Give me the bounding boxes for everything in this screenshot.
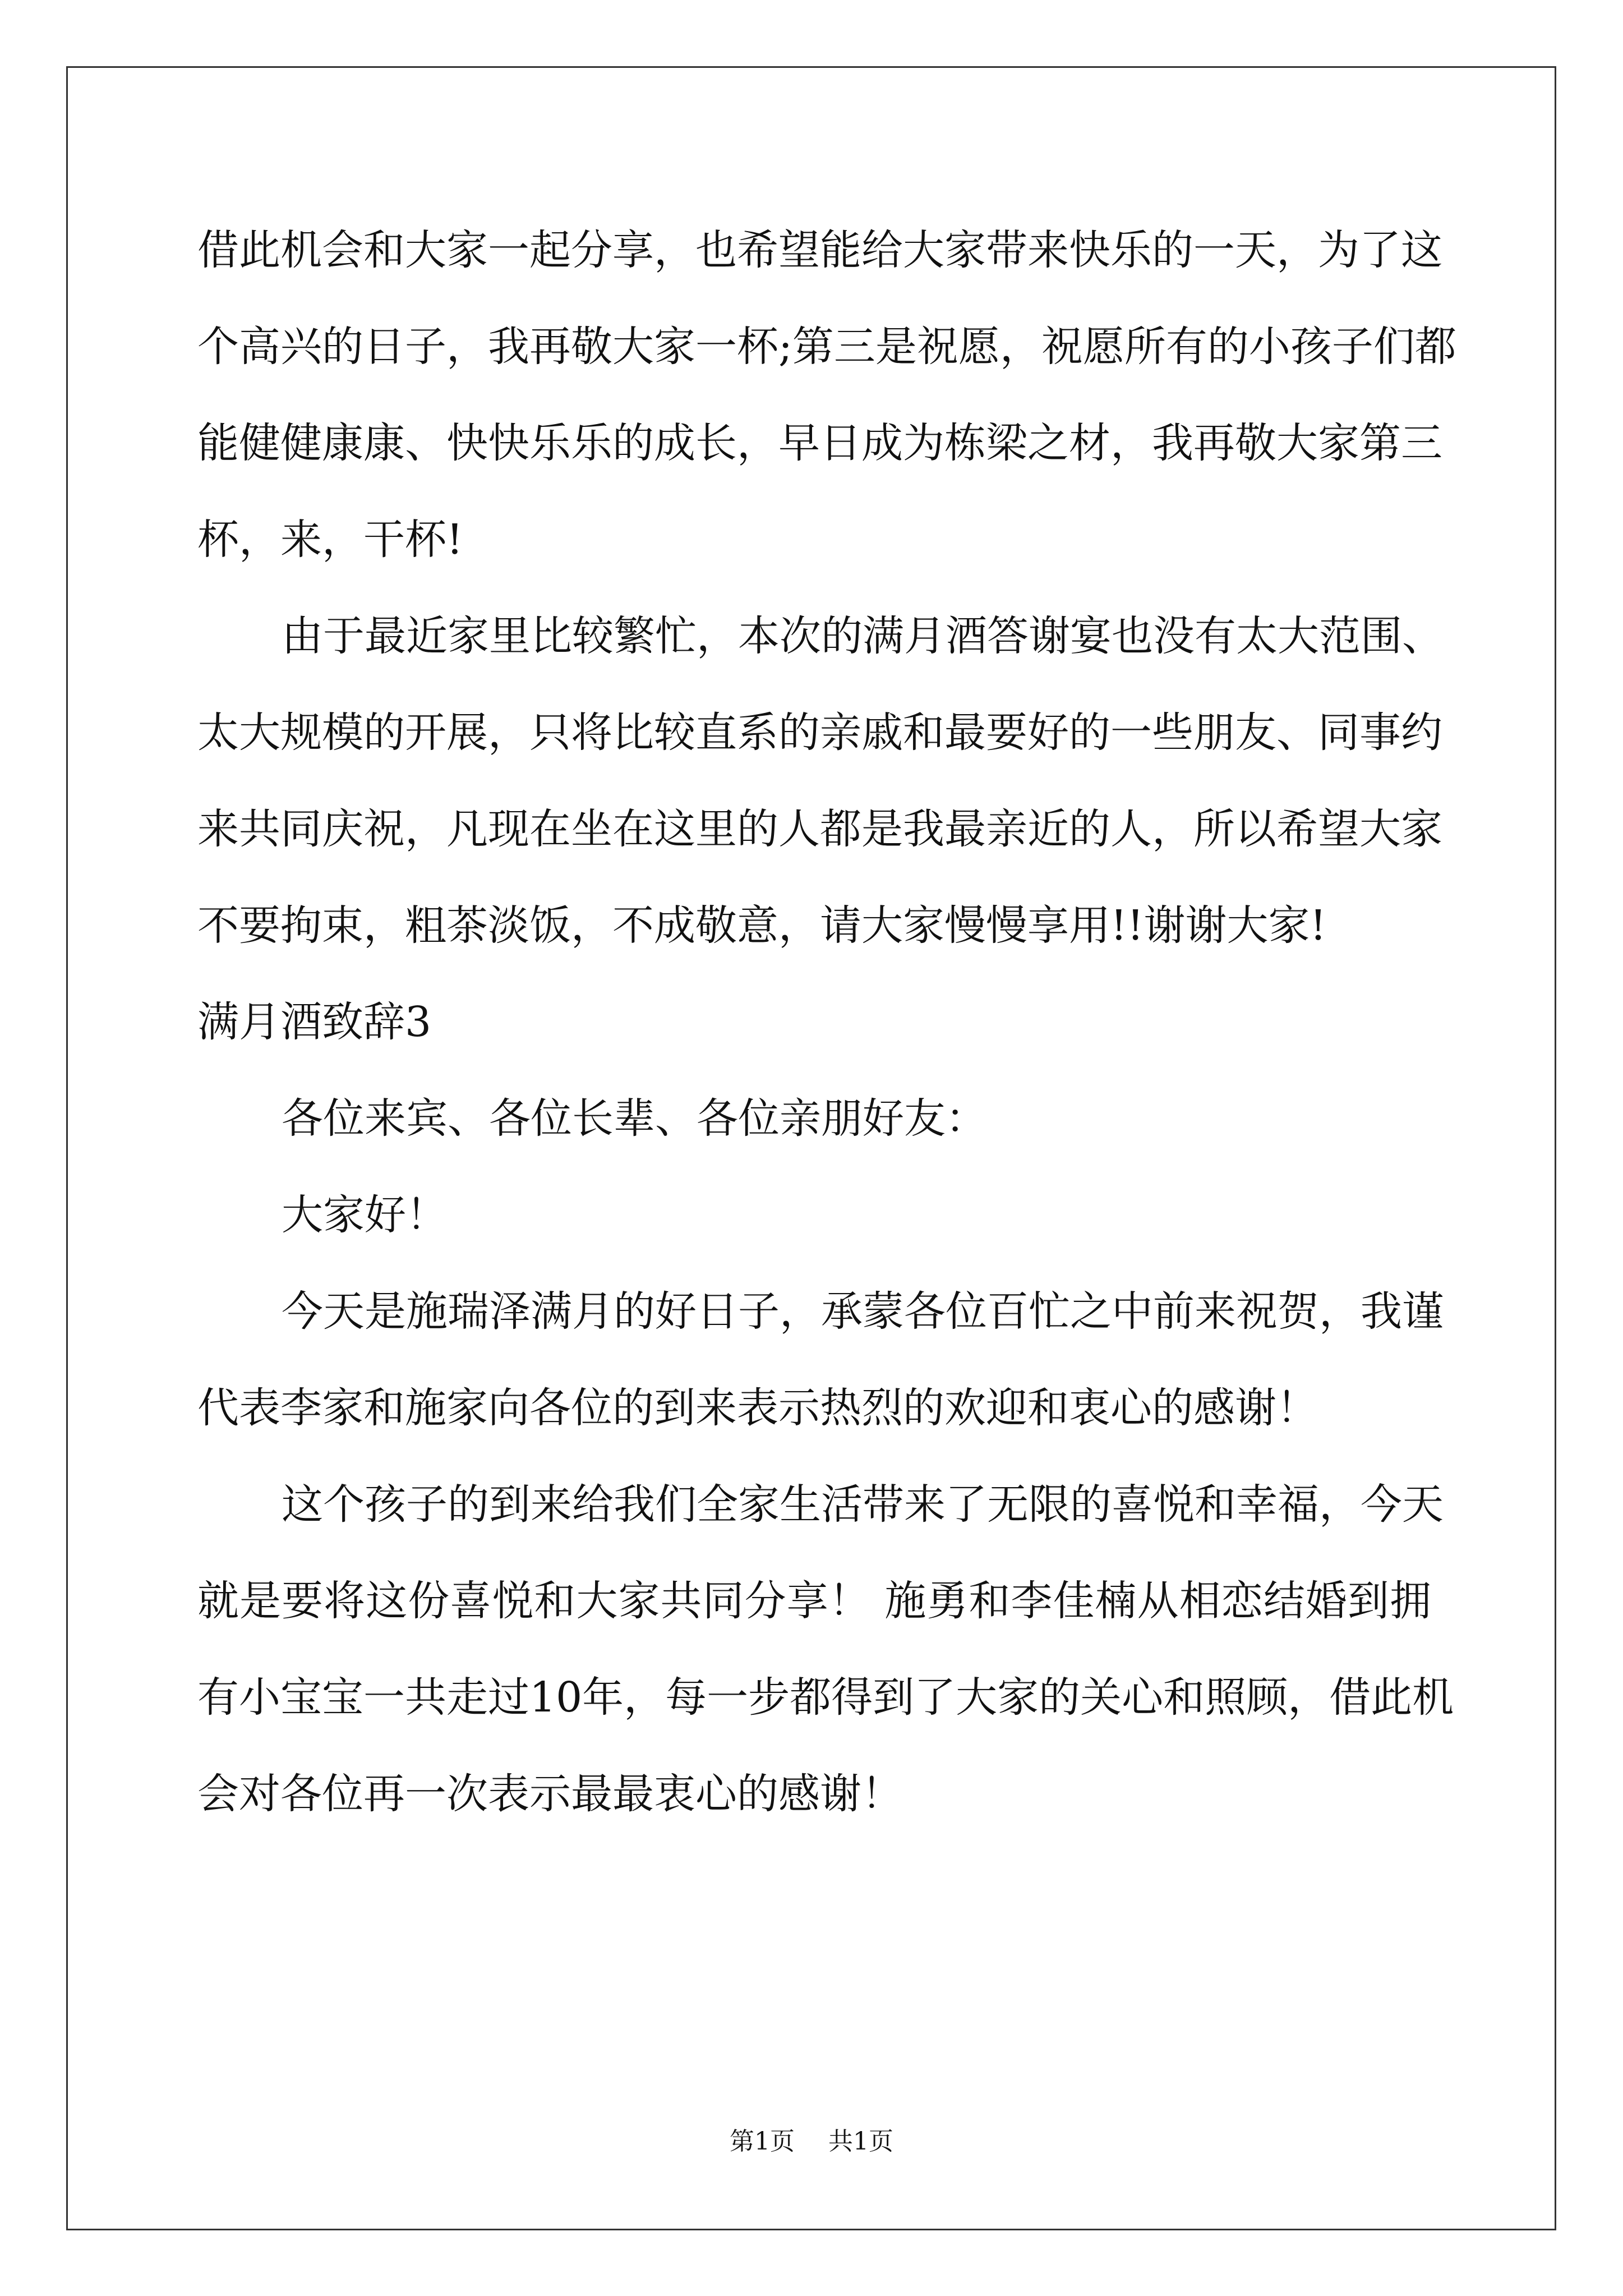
section-heading: 满月酒致辞3 (197, 998, 432, 1046)
paragraph-line: 这个孩子的到来给我们全家生活带来了无限的喜悦和幸福，今天 (282, 1480, 1444, 1529)
paragraph-line: 会对各位再一次表示最最衷心的感谢！ (197, 1770, 903, 1818)
paragraph-line: 今天是施瑞泽满月的好日子，承蒙各位百忙之中前来祝贺，我谨 (282, 1287, 1444, 1336)
page-number: 第1页 (730, 2127, 795, 2156)
paragraph-line: 杯，来，干杯! (197, 516, 463, 564)
document-body (197, 202, 1456, 1842)
paragraph-line: 能健健康康、快快乐乐的成长，早日成为栋梁之材，我再敬大家第三 (197, 419, 1442, 467)
page-footer (0, 2125, 1623, 2159)
paragraph-line: 个高兴的日子，我再敬大家一杯;第三是祝愿，祝愿所有的小孩子们都 (197, 323, 1456, 371)
paragraph-line: 代表李家和施家向各位的到来表示热烈的欢迎和衷心的感谢！ (197, 1384, 1318, 1432)
greeting-line: 大家好！ (282, 1191, 448, 1239)
salutation-line: 各位来宾、各位长辈、各位亲朋好友： (282, 1094, 987, 1143)
paragraph-line: 借此机会和大家一起分享，也希望能给大家带来快乐的一天，为了这 (197, 226, 1442, 274)
paragraph-line: 太大规模的开展，只将比较直系的亲戚和最要好的一些朋友、同事约 (197, 708, 1442, 757)
paragraph-line: 有小宝宝一共走过10年，每一步都得到了大家的关心和照顾，借此机 (197, 1673, 1454, 1722)
paragraph-line: 由于最近家里比较繁忙，本次的满月酒答谢宴也没有太大范围、 (282, 612, 1444, 660)
page-total: 共1页 (828, 2127, 893, 2156)
paragraph-line: 就是要将这份喜悦和大家共同分享！ 施勇和李佳楠从相恋结婚到拥 (197, 1577, 1431, 1625)
paragraph-line: 不要拘束，粗茶淡饭，不成敬意，请大家慢慢享用!!谢谢大家! (197, 901, 1327, 950)
paragraph-line: 来共同庆祝，凡现在坐在这里的人都是我最亲近的人，所以希望大家 (197, 805, 1442, 853)
